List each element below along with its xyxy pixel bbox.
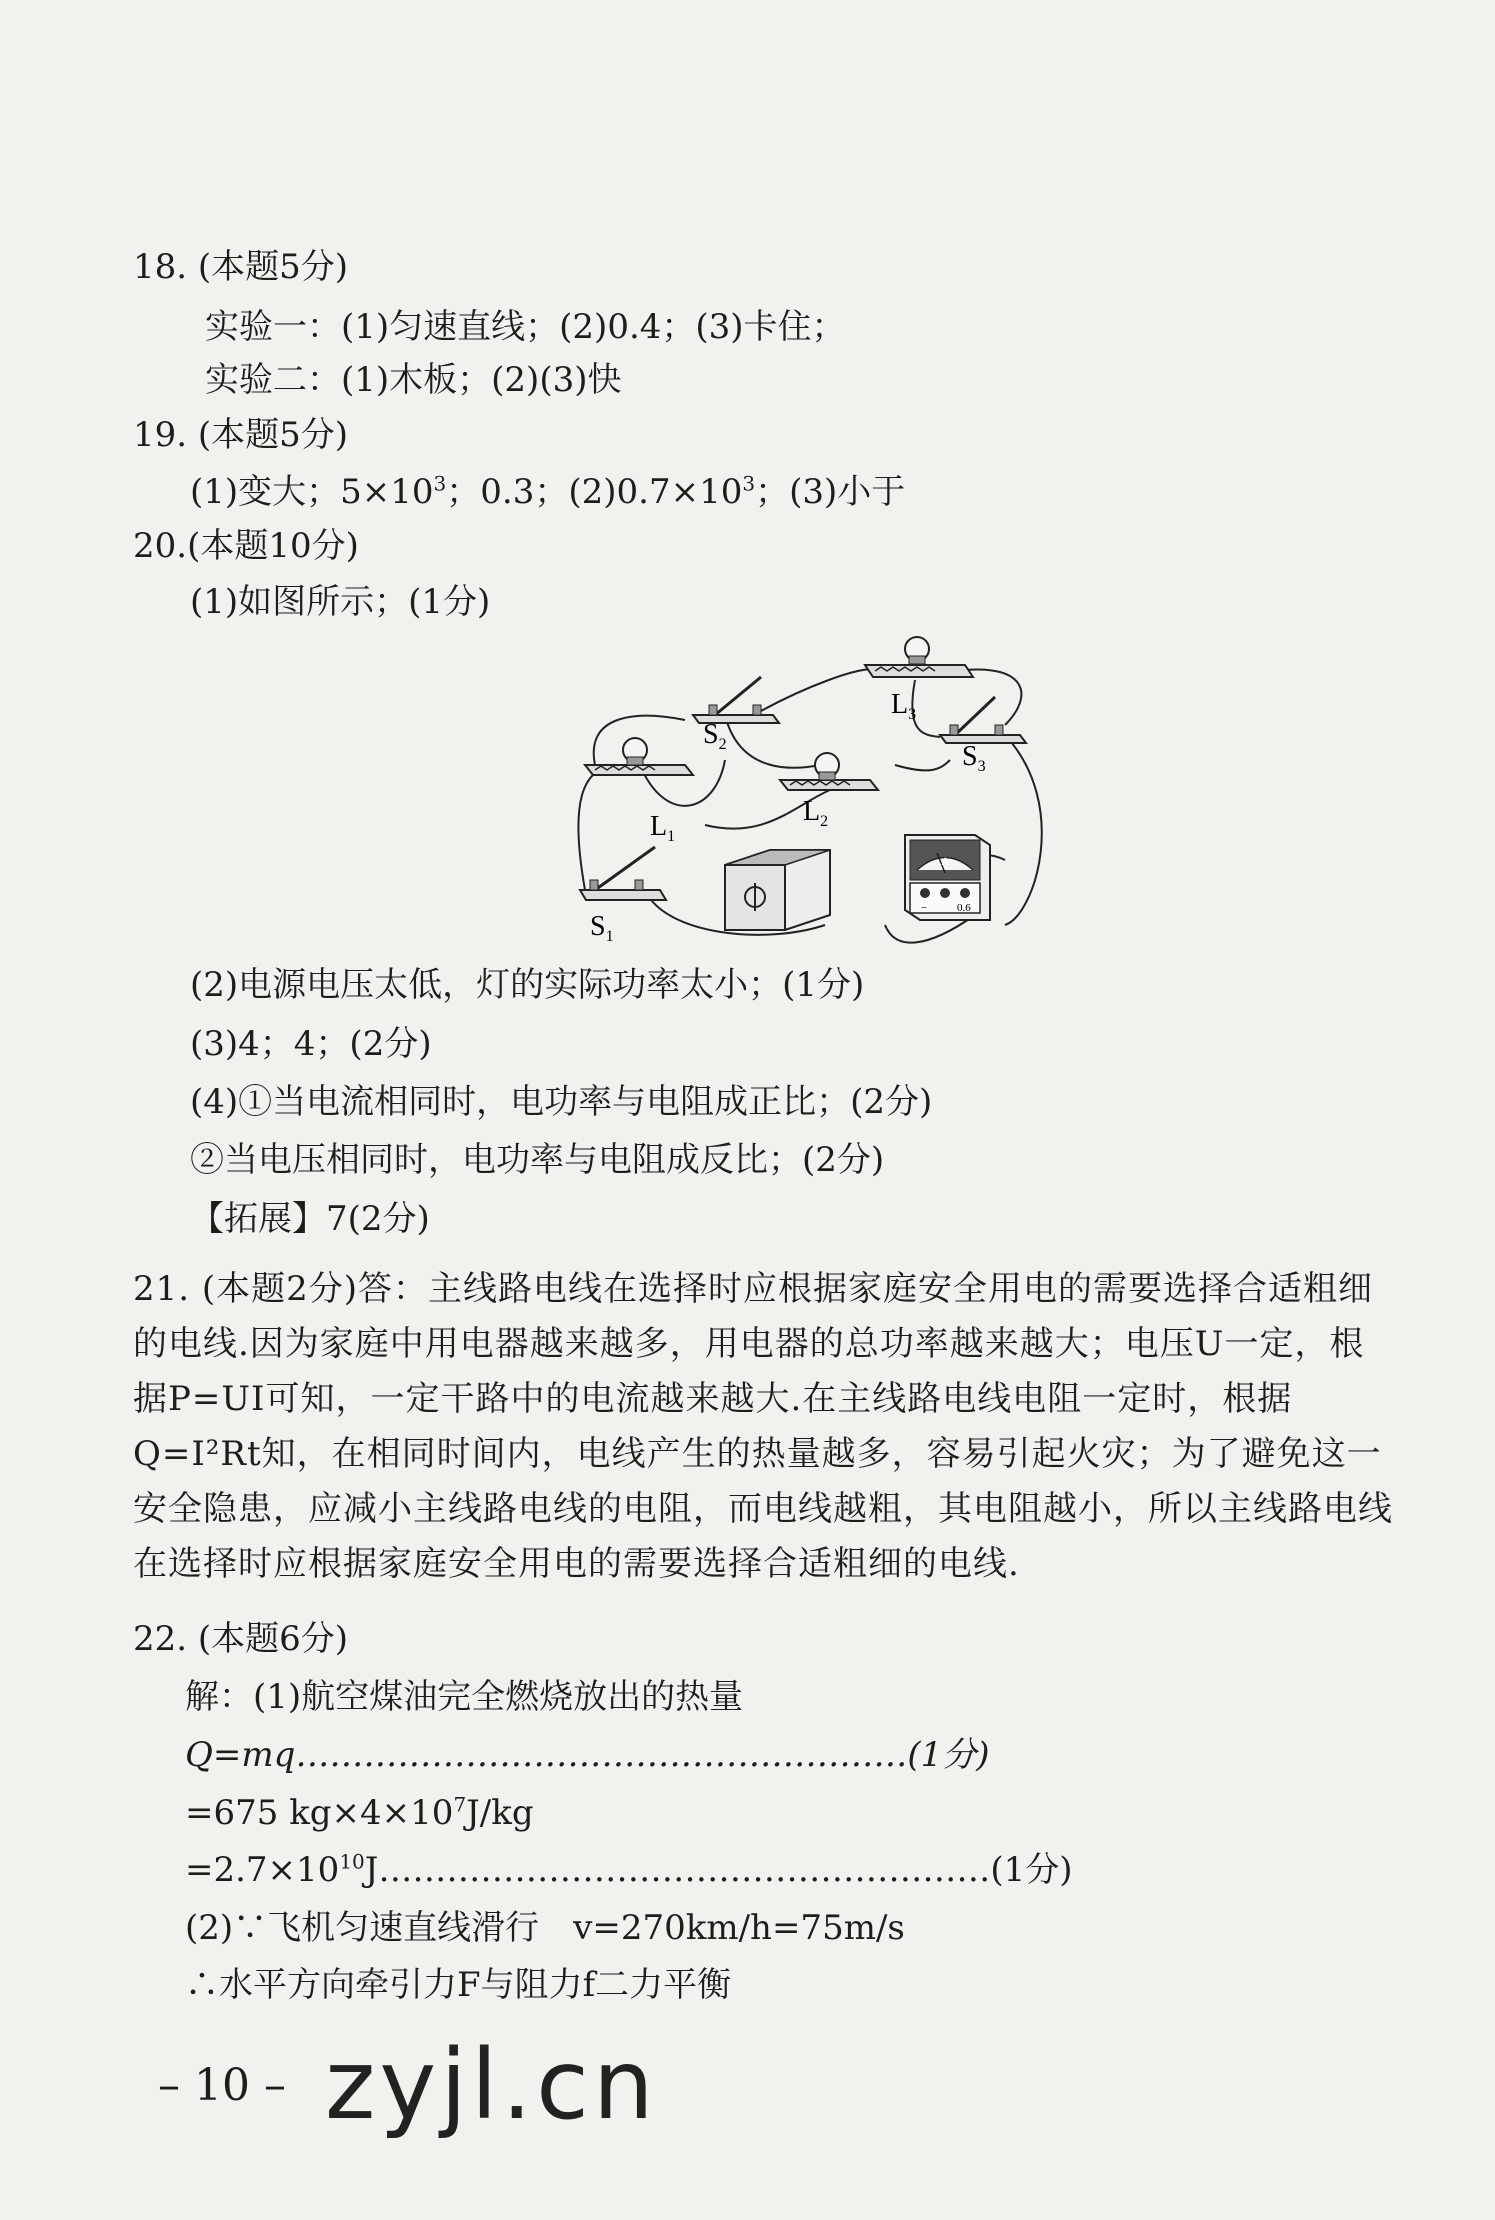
label-s1: $S_1$ [590, 911, 614, 945]
q18-experiment-one: 实验一：(1)匀速直线；(2)0.4；(3)卡住； [205, 307, 846, 347]
q20-part4: (4)①当电流相同时，电功率与电阻成正比；(2分) [190, 1082, 933, 1122]
q19-answer: (1)变大；$5\times 10^3$；0.3；$(2)0.7\times 10^3$；(3)小于 [190, 471, 906, 512]
q20-part5: ②当电压相同时，电功率与电阻成反比；(2分) [190, 1140, 885, 1180]
circuit-diagram [565, 625, 1045, 955]
q20-extension: 【拓展】7(2分) [190, 1199, 430, 1239]
q18-experiment-two: 实验二：(1)木板；(2)(3)快 [205, 360, 622, 400]
switch-s1-icon [580, 847, 666, 900]
power-supply-icon [725, 850, 830, 930]
meter-06-label: 0.6 [957, 902, 971, 914]
q21-answer: 21. (本题2分)答：主线路电线在选择时应根据家庭安全用电的需要选择合适粗细的电线.因为家庭中用电器越来越多，用电器的总功率越来越大；电压U一定，根据P=UI可知，一定干路中的电流越来越大.在主线路电线电阻一定时，根据Q=I²Rt知，在相同时间内，电线产生的热量越多，容易引起火灾；为了避免这一安全隐患，应减小主线路电线的电阻，而电线越粗，其电阻越小，所以主线路电线在选择时应根据家庭安全用电的需要选择合适粗细的电线. [133, 1269, 1393, 1584]
label-s2: $S_2$ [703, 719, 727, 753]
q20-part3: (3)4；4；(2分) [190, 1024, 432, 1064]
ammeter-icon [905, 835, 990, 920]
q18-heading: 18. (本题5分) [133, 247, 349, 287]
q22-solution-line2: Q=mq………………………………………………(1分) [185, 1735, 990, 1775]
lamp-l1-icon [585, 738, 693, 775]
label-s3: $S_3$ [962, 741, 986, 775]
switch-s2-icon [693, 677, 779, 723]
label-l2: $L_2$ [803, 796, 829, 830]
q22-solution-line1: 解：(1)航空煤油完全燃烧放出的热量 [185, 1677, 744, 1717]
q20-heading: 20.(本题10分) [133, 526, 359, 566]
meter-a-label: A [941, 854, 950, 868]
q20-part2: (2)电源电压太低，灯的实际功率太小；(1分) [190, 965, 865, 1005]
q19-heading: 19. (本题5分) [133, 415, 349, 455]
q22-solution-line4: $=2.7\times 10^{10}J\dots\dots\dots\dots\dots\dots\dots\dots\dots\dots\dots\dots\dots\dots\dots\dots\dots\dots(1$分) [185, 1849, 1073, 1890]
q22-heading: 22. (本题6分) [133, 1619, 349, 1659]
label-l3: $L_3$ [891, 689, 917, 723]
page-number: – 10 – [158, 2060, 286, 2111]
q22-solution-line6: ∴水平方向牵引力F与阻力f二力平衡 [185, 1965, 732, 2005]
label-l1: $L_1$ [650, 811, 676, 845]
lamp-l3-icon [865, 637, 973, 677]
q22-solution-line5: (2)∵飞机匀速直线滑行 v=270km/h=75m/s [185, 1908, 905, 1948]
switch-s3-icon [940, 697, 1026, 743]
lamp-l2-icon [780, 753, 878, 790]
meter-minus-label: − [921, 902, 928, 914]
q20-part1: (1)如图所示；(1分) [190, 582, 491, 622]
watermark-logo: zyjl.cn [325, 2029, 658, 2141]
q22-solution-line3: =675 $kg\times 4\times 10^7J/kg$ [185, 1792, 534, 1833]
